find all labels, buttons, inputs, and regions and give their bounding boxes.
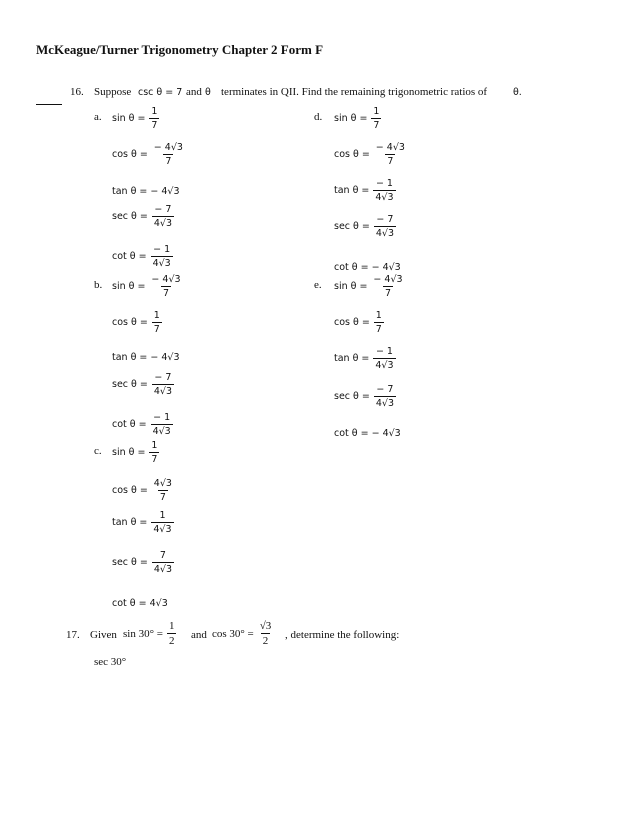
option-label: a. bbox=[94, 111, 102, 123]
fraction-denominator: 7 bbox=[151, 120, 158, 131]
ratio-expression: sec θ = bbox=[112, 557, 148, 568]
option-label: d. bbox=[314, 111, 323, 123]
fraction-numerator: 1 bbox=[373, 106, 380, 117]
ratio-expression: tan θ = − 4√3 bbox=[112, 186, 180, 197]
ratio-expression: cos θ = bbox=[334, 149, 370, 160]
ratio-fraction bbox=[374, 142, 407, 167]
fraction-numerator: − 7 bbox=[154, 372, 172, 383]
option-ratio-row bbox=[334, 384, 396, 409]
fraction-numerator: 1 bbox=[159, 510, 166, 521]
option-label: e. bbox=[314, 279, 322, 291]
option-ratio-row bbox=[112, 372, 174, 397]
ratio-expression: cot θ = bbox=[112, 419, 147, 430]
option-ratio-row bbox=[334, 178, 396, 203]
question-16-suppose: Suppose bbox=[94, 86, 132, 98]
fraction-denominator: 4√3 bbox=[375, 192, 394, 203]
cos-30-fraction bbox=[258, 620, 274, 647]
fraction-numerator: 1 bbox=[375, 310, 382, 321]
ratio-expression: sec θ = bbox=[112, 379, 148, 390]
option-ratio-row bbox=[334, 106, 381, 131]
option-ratio-row bbox=[112, 142, 185, 167]
fraction-numerator: 1 bbox=[151, 440, 158, 451]
fraction-denominator: 7 bbox=[151, 454, 158, 465]
fraction-denominator: 4√3 bbox=[153, 564, 172, 575]
ratio-expression: cot θ = − 4√3 bbox=[334, 262, 401, 273]
fraction-numerator: 7 bbox=[159, 550, 166, 561]
fraction-numerator: − 7 bbox=[376, 214, 394, 225]
sin-30-fraction bbox=[167, 620, 177, 647]
option-ratio-row bbox=[334, 346, 396, 371]
answer-blank-16[interactable] bbox=[36, 92, 62, 110]
question-17-and: and bbox=[191, 629, 207, 641]
option-label: c. bbox=[94, 445, 102, 457]
option-ratio-row bbox=[112, 478, 174, 503]
fraction-numerator: − 4√3 bbox=[375, 142, 405, 153]
ratio-expression: cos θ = bbox=[112, 149, 148, 160]
sin-30-label: sin 30° = bbox=[123, 627, 163, 640]
option-ratio-row bbox=[112, 352, 180, 363]
sin-30-denominator: 2 bbox=[168, 635, 175, 647]
question-16-instruction: terminates in QII. Find the remaining trigonometric ratios of bbox=[221, 86, 488, 98]
ratio-fraction bbox=[152, 310, 162, 335]
option-ratio-row bbox=[112, 510, 174, 535]
ratio-fraction bbox=[374, 214, 396, 239]
ratio-expression: sin θ = bbox=[112, 113, 146, 124]
option-ratio-row bbox=[112, 598, 168, 609]
option-ratio-row bbox=[112, 550, 174, 575]
question-16-and: and bbox=[186, 86, 202, 98]
question-17-sin-expr bbox=[123, 620, 176, 647]
fraction-numerator: − 1 bbox=[153, 412, 171, 423]
ratio-fraction bbox=[371, 106, 381, 131]
fraction-numerator: − 1 bbox=[375, 346, 393, 357]
question-17-given: Given bbox=[90, 629, 117, 641]
fraction-denominator: 4√3 bbox=[375, 228, 394, 239]
fraction-denominator: 4√3 bbox=[375, 398, 394, 409]
option-ratio-row bbox=[112, 310, 162, 335]
option-ratio-row bbox=[112, 274, 183, 299]
cos-30-denominator: 2 bbox=[262, 635, 269, 647]
fraction-numerator: − 4√3 bbox=[151, 274, 181, 285]
ratio-fraction bbox=[149, 440, 159, 465]
page-title: McKeague/Turner Trigonometry Chapter 2 Form F bbox=[36, 42, 324, 57]
option-label: b. bbox=[94, 279, 103, 291]
ratio-expression: sin θ = bbox=[334, 113, 368, 124]
ratio-fraction bbox=[373, 346, 395, 371]
fraction-denominator: 4√3 bbox=[153, 218, 172, 229]
option-ratio-row bbox=[112, 244, 173, 269]
fraction-denominator: 4√3 bbox=[152, 426, 171, 437]
fraction-numerator: − 1 bbox=[375, 178, 393, 189]
fraction-numerator: 4√3 bbox=[153, 478, 172, 489]
fraction-denominator: 4√3 bbox=[153, 524, 172, 535]
question-16-given-var: θ bbox=[205, 87, 211, 98]
ratio-expression: sec θ = bbox=[334, 391, 370, 402]
option-ratio-row bbox=[334, 214, 396, 239]
fraction-denominator: 7 bbox=[159, 492, 166, 503]
ratio-fraction bbox=[149, 106, 159, 131]
ratio-expression: sec θ = bbox=[112, 211, 148, 222]
fraction-denominator: 7 bbox=[375, 324, 382, 335]
ratio-expression: cot θ = bbox=[112, 251, 147, 262]
question-16-number: 16. bbox=[70, 86, 84, 98]
fraction-numerator: 1 bbox=[153, 310, 160, 321]
ratio-expression: sin θ = bbox=[334, 281, 368, 292]
ratio-fraction bbox=[151, 412, 173, 437]
cos-30-numerator: √3 bbox=[259, 620, 272, 632]
ratio-fraction bbox=[152, 550, 174, 575]
question-16-given-expr: csc θ = 7 bbox=[138, 87, 183, 98]
ratio-fraction bbox=[151, 244, 173, 269]
fraction-denominator: 7 bbox=[373, 120, 380, 131]
option-ratio-row bbox=[112, 186, 180, 197]
option-ratio-row bbox=[112, 440, 159, 465]
ratio-expression: cos θ = bbox=[334, 317, 370, 328]
fraction-numerator: − 4√3 bbox=[373, 274, 403, 285]
fraction-numerator: 1 bbox=[151, 106, 158, 117]
ratio-expression: tan θ = bbox=[334, 353, 370, 364]
fraction-denominator: 7 bbox=[387, 156, 394, 167]
ratio-fraction bbox=[374, 384, 396, 409]
fraction-numerator: − 7 bbox=[154, 204, 172, 215]
fraction-denominator: 7 bbox=[384, 288, 391, 299]
ratio-fraction bbox=[152, 142, 185, 167]
ratio-expression: tan θ = bbox=[112, 517, 148, 528]
option-ratio-row bbox=[334, 262, 401, 273]
fraction-denominator: 4√3 bbox=[375, 360, 394, 371]
question-17-tail: , determine the following: bbox=[285, 629, 400, 641]
ratio-fraction bbox=[152, 372, 174, 397]
ratio-expression: sec θ = bbox=[334, 221, 370, 232]
ratio-expression: cot θ = 4√3 bbox=[112, 598, 168, 609]
ratio-expression: tan θ = bbox=[334, 185, 370, 196]
fraction-denominator: 4√3 bbox=[152, 258, 171, 269]
ratio-expression: sin θ = bbox=[112, 281, 146, 292]
fraction-denominator: 7 bbox=[153, 324, 160, 335]
fraction-numerator: − 1 bbox=[153, 244, 171, 255]
ratio-fraction bbox=[151, 510, 173, 535]
fraction-numerator: − 7 bbox=[376, 384, 394, 395]
cos-30-label: cos 30° = bbox=[212, 627, 254, 640]
option-ratio-row bbox=[112, 412, 173, 437]
fraction-numerator: − 4√3 bbox=[153, 142, 183, 153]
ratio-fraction bbox=[152, 204, 174, 229]
question-16-end-var: θ. bbox=[513, 87, 522, 98]
fraction-denominator: 4√3 bbox=[153, 386, 172, 397]
sin-30-numerator: 1 bbox=[168, 620, 175, 632]
option-ratio-row bbox=[334, 142, 407, 167]
question-17-cos-expr bbox=[212, 620, 273, 647]
question-17-number: 17. bbox=[66, 629, 80, 641]
ratio-expression: cos θ = bbox=[112, 317, 148, 328]
ratio-fraction bbox=[373, 178, 395, 203]
question-17-sub-sec30: sec 30° bbox=[94, 656, 127, 668]
fraction-denominator: 7 bbox=[162, 288, 169, 299]
ratio-expression: cot θ = − 4√3 bbox=[334, 428, 401, 439]
option-ratio-row bbox=[334, 428, 401, 439]
option-ratio-row bbox=[334, 274, 405, 299]
ratio-fraction bbox=[152, 478, 174, 503]
ratio-fraction bbox=[149, 274, 182, 299]
ratio-fraction bbox=[371, 274, 404, 299]
ratio-expression: tan θ = − 4√3 bbox=[112, 352, 180, 363]
option-ratio-row bbox=[112, 204, 174, 229]
fraction-denominator: 7 bbox=[165, 156, 172, 167]
option-ratio-row bbox=[112, 106, 159, 131]
option-ratio-row bbox=[334, 310, 384, 335]
ratio-expression: sin θ = bbox=[112, 447, 146, 458]
ratio-fraction bbox=[374, 310, 384, 335]
ratio-expression: cos θ = bbox=[112, 485, 148, 496]
